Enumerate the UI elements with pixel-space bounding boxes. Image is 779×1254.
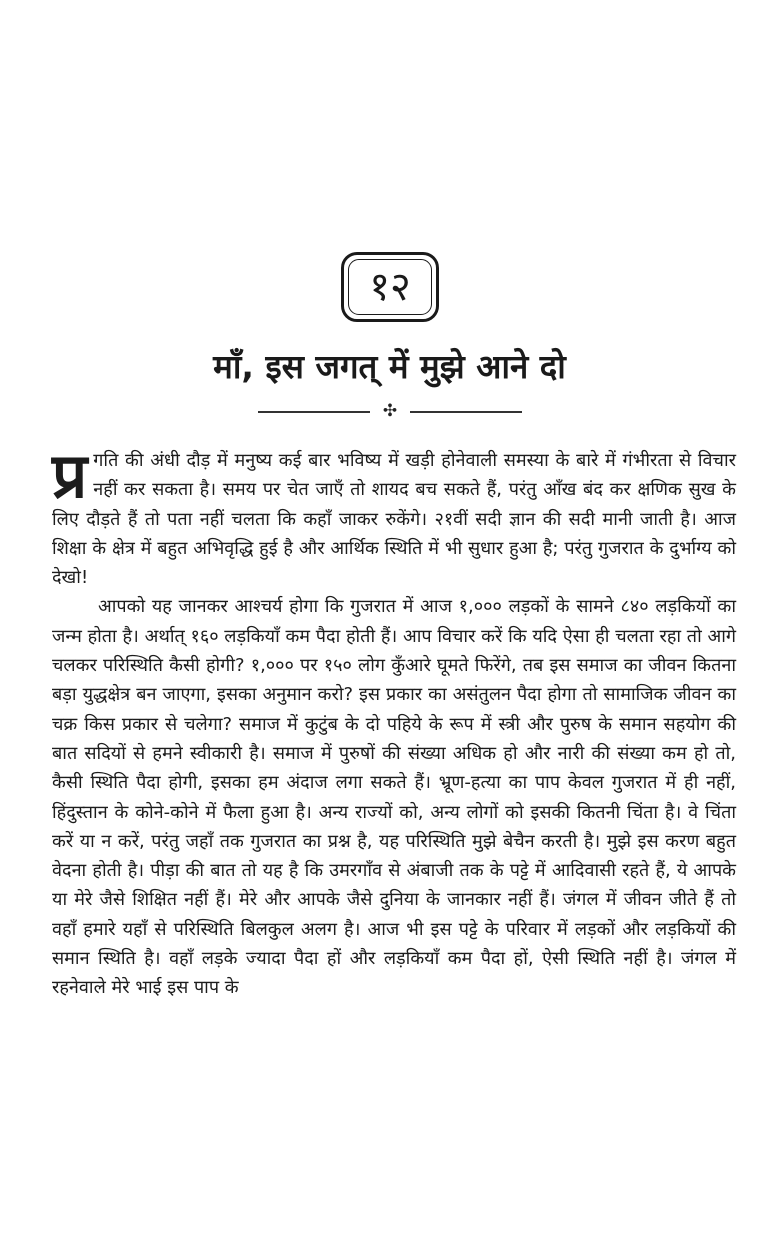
- chapter-title: माँ, इस जगत् में मुझे आने दो: [213, 347, 566, 386]
- chapter-number: १२: [369, 264, 411, 310]
- divider-ornament-icon: ✣: [382, 401, 398, 421]
- paragraph-1-text: गति की अंधी दौड़ में मनुष्य कई बार भविष्य में खड़ी होनेवाली समस्या के बारे में गंभीरता से विचार नहीं कर सकता है। समय पर चेत जाएँ तो शायद बच सकते हैं, परंतु आँख बंद कर क्षणिक सुख के लिए दौड़ते हैं तो पता नहीं चलता कि कहाँ जाकर रुकेंगे। २१वीं सदी ज्ञान की सदी मानी जाती है। आज शिक्षा के क्षेत्र में बहुत अभिवृद्धि हुई है और आर्थिक स्थिति में भी सुधार हुआ है; परंतु गुजरात के दुर्भाग्य को देखो!: [52, 450, 736, 589]
- paragraph-1: [52, 439, 736, 592]
- drop-cap: प्र: [52, 439, 88, 512]
- divider-line-left: [258, 411, 370, 413]
- title-divider: [258, 401, 522, 421]
- chapter-body: [52, 439, 736, 1003]
- divider-line-right: [410, 411, 522, 413]
- paragraph-2: आपको यह जानकर आश्चर्य होगा कि गुजरात में आज १,००० लड़कों के सामने ८४० लड़कियों का जन्म होता है। अर्थात् १६० लड़कियाँ कम पैदा होती हैं। आप विचार करें कि यदि ऐसा ही चलता रहा तो आगे चलकर परिस्थिति कैसी होगी? १,००० पर १५० लोग कुँआरे घूमते फिरेंगे, तब इस समाज का जीवन कितना बड़ा युद्धक्षेत्र बन जाएगा, इसका अनुमान करो? इस प्रकार का असंतुलन पैदा होगा तो सामाजिक जीवन का चक्र किस प्रकार से चलेगा? समाज में कुटुंब के दो पहिये के रूप में स्त्री और पुरुष के समान सहयोग की बात सदियों से हमने स्वीकारी है। समाज में पुरुषों की संख्या अधिक हो और नारी की संख्या कम हो तो, कैसी स्थिति पैदा होगी, इसका हम अंदाज लगा सकते हैं। भ्रूण-हत्या का पाप केवल गुजरात में ही नहीं, हिंदुस्तान के कोने-कोने में फैला हुआ है। अन्य राज्यों को, अन्य लोगों को इसकी कितनी चिंता है। वे चिंता करें या न करें, परंतु जहाँ तक गुजरात का प्रश्न है, यह परिस्थिति मुझे बेचैन करती है। मुझे इस करण बहुत वेदना होती है। पीड़ा की बात तो यह है कि उमरगाँव से अंबाजी तक के पट्टे में आदिवासी रहते हैं, ये आपके या मेरे जैसे शिक्षित नहीं हैं। मेरे और आपके जैसे दुनिया के जानकार नहीं हैं। जंगल में जीवन जीते हैं तो वहाँ हमारे यहाँ से परिस्थिति बिलकुल अलग है। आज भी इस पट्टे के परिवार में लड़कों और लड़कियों की समान स्थिति है। वहाँ लड़के ज्यादा पैदा हों और लड़कियाँ कम पैदा हों, ऐसी स्थिति नहीं है। जंगल में रहनेवाले मेरे भाई इस पाप के: [52, 596, 736, 999]
- chapter-number-badge: [341, 252, 439, 322]
